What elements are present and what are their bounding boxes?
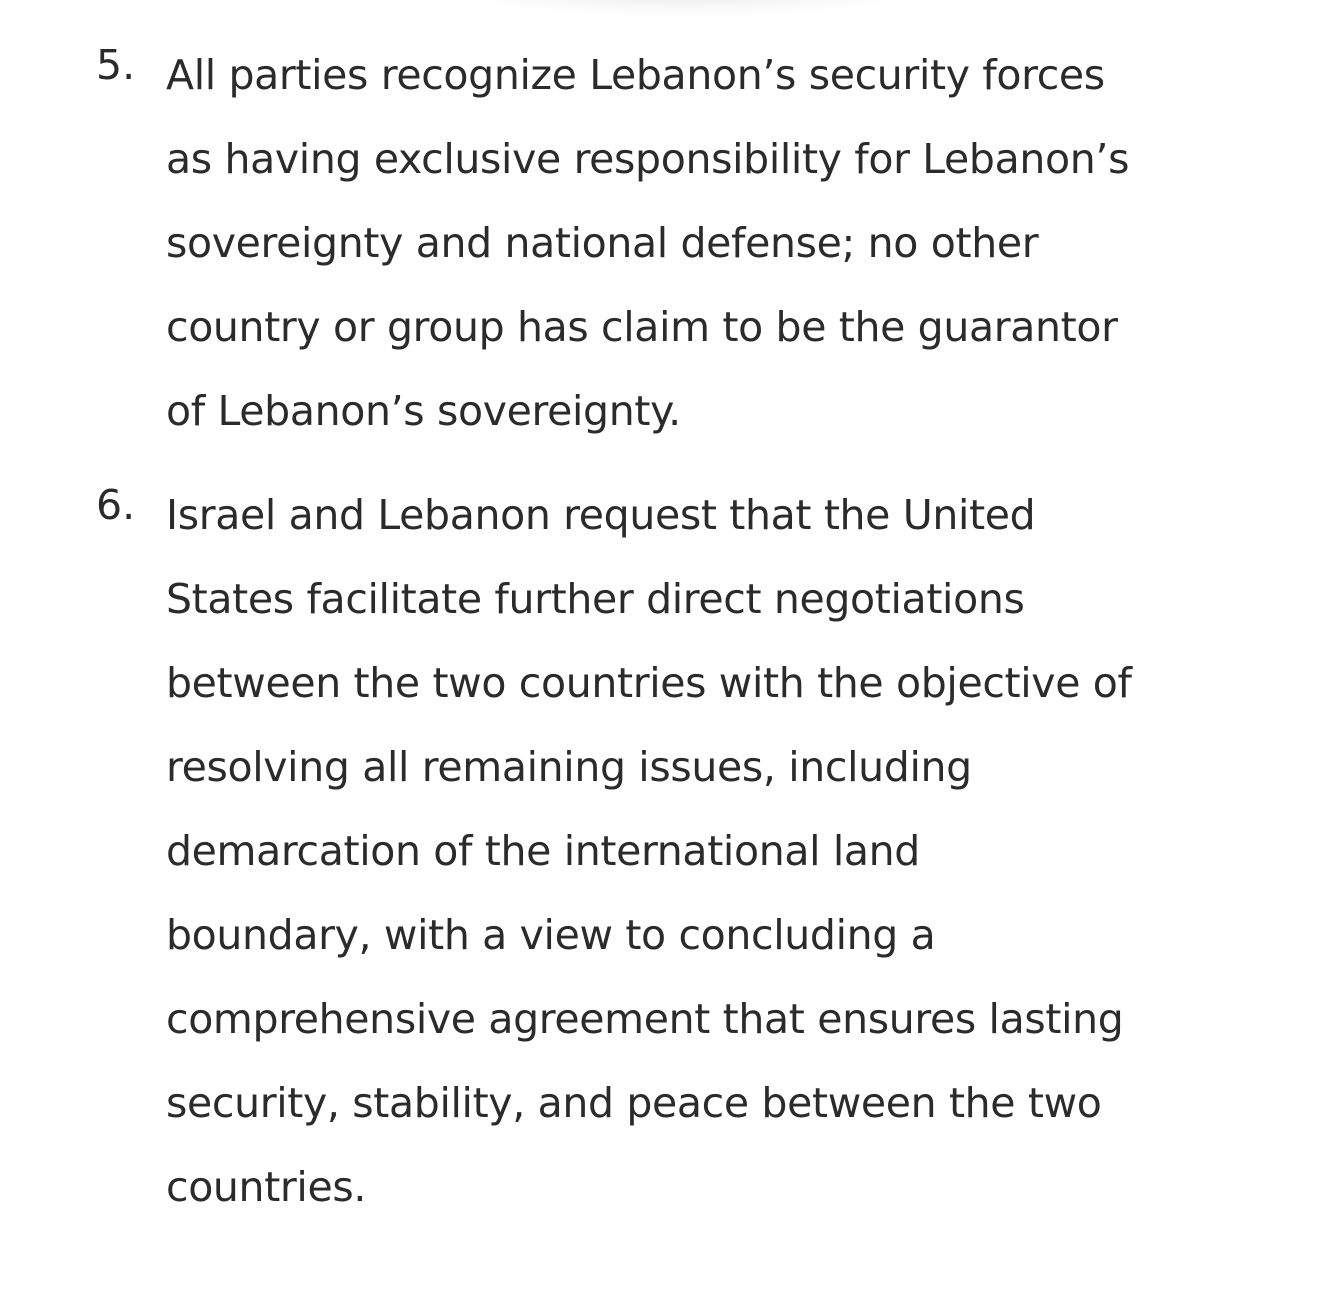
text-line: security, stability, and peace between the two: [166, 1079, 1102, 1127]
clause-number: 6.: [96, 481, 136, 529]
text-line: demarcation of the international land: [166, 827, 920, 875]
clause-text: [166, 33, 1246, 453]
text-line: All parties recognize Lebanon’s security forces: [166, 51, 1105, 99]
text-line: sovereignty and national defense; no other: [166, 219, 1039, 267]
list-item-clause-6: [0, 473, 1320, 1229]
text-line: comprehensive agreement that ensures lasting: [166, 995, 1124, 1043]
text-line: between the two countries with the objective of: [166, 659, 1132, 707]
text-line: resolving all remaining issues, including: [166, 743, 972, 791]
numbered-clause-list: [0, 43, 1320, 1259]
list-item-clause-5: [0, 33, 1320, 453]
text-line: Israel and Lebanon request that the United: [166, 491, 1036, 539]
clause-number: 5.: [96, 41, 136, 89]
text-line: of Lebanon’s sovereignty.: [166, 387, 681, 435]
text-line: boundary, with a view to concluding a: [166, 911, 936, 959]
text-line: as having exclusive responsibility for Lebanon’s: [166, 135, 1130, 183]
text-line: States facilitate further direct negotiations: [166, 575, 1025, 623]
text-line: countries.: [166, 1163, 367, 1211]
top-edge-shadow: [470, 0, 900, 10]
text-line: country or group has claim to be the guarantor: [166, 303, 1118, 351]
clause-text: [166, 473, 1246, 1229]
